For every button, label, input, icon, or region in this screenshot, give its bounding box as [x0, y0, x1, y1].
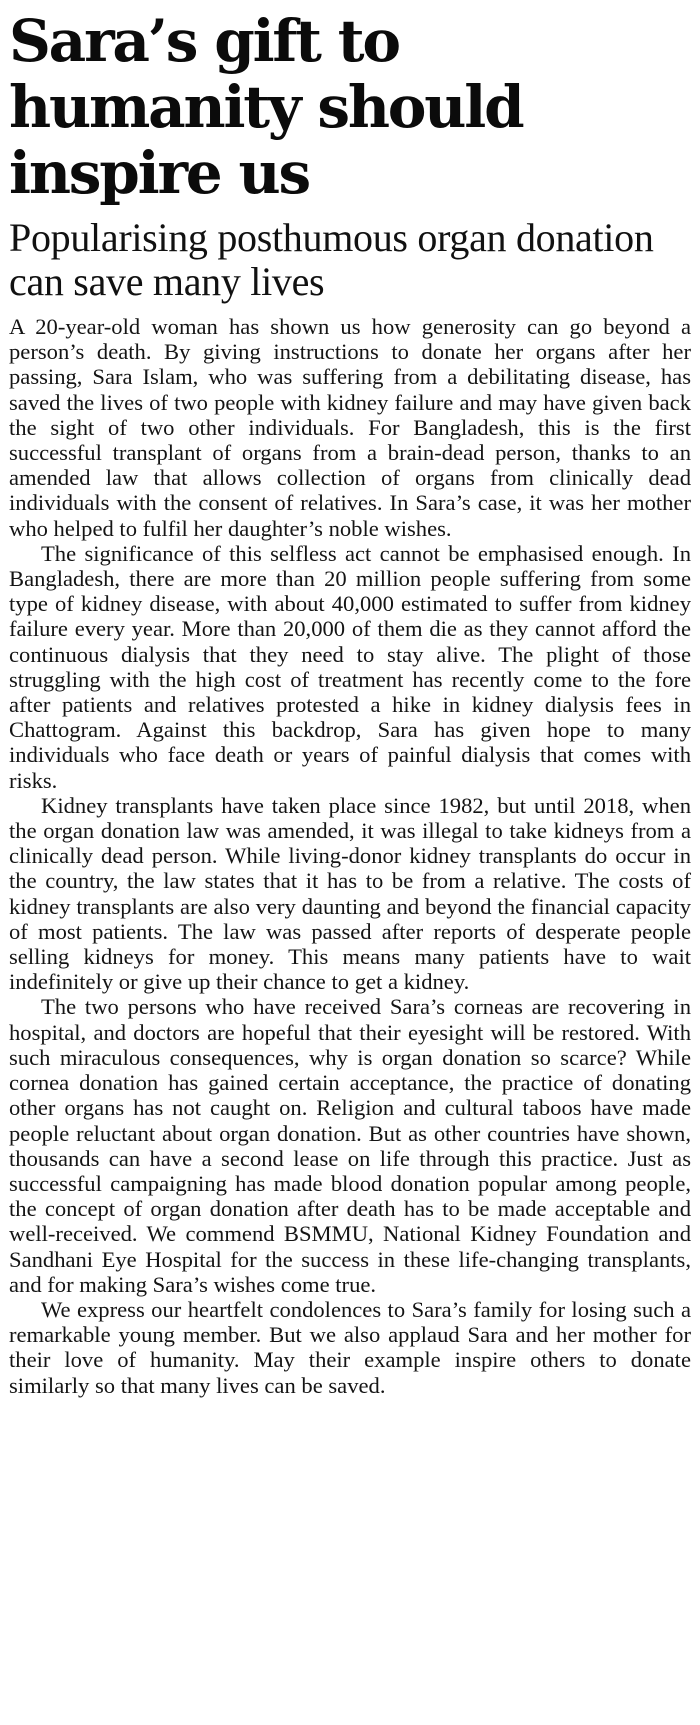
- subheadline: Popularising posthumous organ donation can save many lives: [9, 215, 654, 304]
- article-body: [9, 314, 691, 1398]
- paragraph-4: The two persons who have received Sara’s corneas are recovering in hospital, and doctors are hopeful that their eyesight will be restored. With such miraculous consequences, why is organ donation so scarce? While cornea donation has gained certain acceptance, the practice of donating other organs has not caught on. Religion and cultural taboos have made people reluctant about organ donation. But as other countries have shown, thousands can have a second lease on life through this practice. Just as successful campaigning has made blood donation popular among people, the concept of organ donation after death has to be made acceptable and well-received. We commend BSMMU, National Kidney Foundation and Sandhani Eye Hospital for the success in these life-changing transplants, and for making Sara’s wishes come true.: [9, 994, 691, 1297]
- paragraph-3: Kidney transplants have taken place since 1982, but until 2018, when the organ donation law was amended, it was illegal to take kidneys from a clinically dead person. While living-donor kidney transplants do occur in the country, the law states that it has to be from a relative. The costs of kidney transplants are also very daunting and beyond the financial capacity of most patients. The law was passed after reports of desperate people selling kidneys for money. This means many patients have to wait indefinitely or give up their chance to get a kidney.: [9, 792, 691, 995]
- paragraph-5: We express our heartfelt condolences to Sara’s family for losing such a remarkable young member. But we also applaud Sara and her mother for their love of humanity. May their example inspire others to donate similarly so that many lives can be saved.: [9, 1296, 691, 1398]
- editorial-article: [9, 8, 691, 1398]
- headline: Sara’s gift to humanity should inspire us: [9, 7, 523, 207]
- paragraph-2: The significance of this selfless act cannot be emphasised enough. In Bangladesh, there are more than 20 million people suffering from some type of kidney disease, with about 40,000 estimated to suffer from kidney failure every year. More than 20,000 of them die as they cannot afford the continuous dialysis that they need to stay alive. The plight of those struggling with the high cost of treatment has recently come to the fore after patients and relatives protested a hike in kidney dialysis fees in Chattogram. Against this backdrop, Sara has given hope to many individuals who face death or years of painful dialysis that comes with risks.: [9, 540, 691, 793]
- paragraph-1: A 20-year-old woman has shown us how generosity can go beyond a person’s death. By giving instructions to donate her organs after her passing, Sara Islam, who was suffering from a debilitating disease, has saved the lives of two people with kidney failure and may have given back the sight of two other individuals. For Bangladesh, this is the first successful transplant of organs from a brain-dead person, thanks to an amended law that allows collection of organs from clinically dead individuals with the consent of relatives. In Sara’s case, it was her mother who helped to fulfil her daughter’s noble wishes.: [9, 314, 691, 541]
